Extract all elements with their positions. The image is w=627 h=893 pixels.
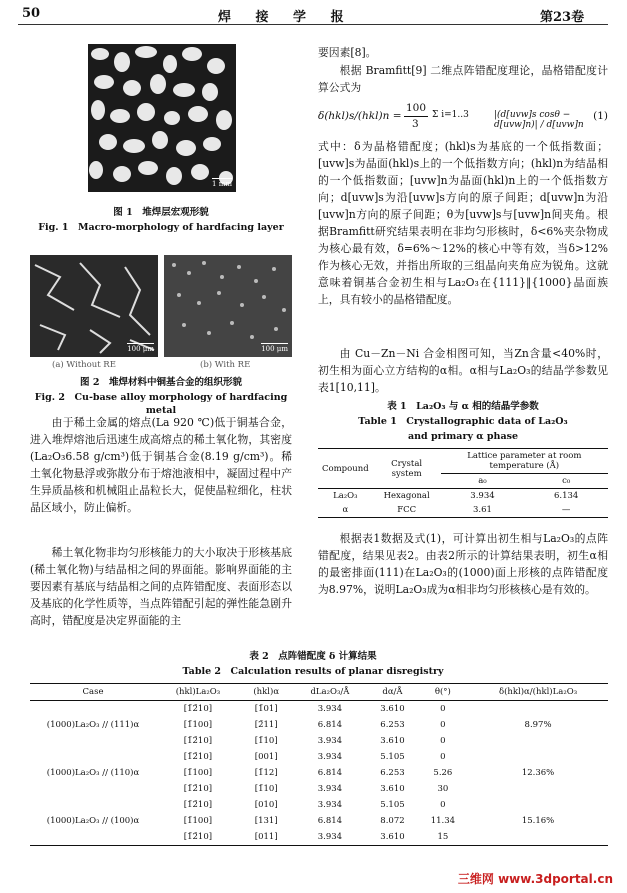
- table2-cell: 6.814: [317, 816, 343, 826]
- table2-title-cn: 表 2 点阵错配度 δ 计算结果: [249, 651, 377, 662]
- fig2a-texture: [30, 255, 158, 357]
- table2-cell: [1̄100]: [183, 816, 213, 826]
- table2-header: δ(hkl)α/(hkl)La₂O₃: [498, 687, 578, 697]
- formula-sum: Σ i=1..3: [432, 110, 469, 120]
- table2-cell: [011]: [254, 832, 278, 842]
- formula-frac-num: 100: [406, 102, 427, 114]
- table2-cell: [010]: [254, 800, 278, 810]
- formula-frac-line: [404, 116, 428, 117]
- table2-cell: [1̄2̄10]: [183, 800, 213, 810]
- equation-1: [318, 100, 608, 136]
- table2-delta: 8.97%: [524, 720, 552, 730]
- table2-cell: 3.610: [380, 704, 405, 714]
- table2-title-en: Table 2 Calculation results of planar disregistry: [182, 666, 444, 677]
- table2-cell: 3.934: [317, 704, 343, 714]
- table2-cell: 3.610: [380, 832, 405, 842]
- table1-cell: FCC: [397, 505, 417, 515]
- table2-cell: 0: [440, 704, 446, 714]
- fig2a-micrograph: [30, 255, 158, 357]
- table2-cell: 3.934: [317, 800, 343, 810]
- table-row: [30, 701, 608, 718]
- right-paragraph-2: 式中：δ为晶格错配度；(hkl)s为基底的一个低指数面；[uvw]s为晶面(hkl)s上的一个低指数方向；(hkl)n为结晶相的一个低指数面；[uvw]n为晶面(hkl)n上的一个低指数方向；d[uvw]s为沿[uvw]s方向的原子间距；d[uvw]n为沿[uvw]n方向的原子间距；θ为[uvw]s与[uvw]n间夹角。根据Bramfitt研究结果表明在非均匀形核时，δ<6%夹杂物成为核心最有效，δ=6%～12%的核心中等有效，当δ>12%作为核心无效，并指出所取的三组晶向夹角应为锐角。这就意味着铜基合金初生相与La₂O₃在{111}‖{1000}晶面族上，具有较小的晶格错配度。: [318, 140, 608, 306]
- table2-cell: 5.105: [380, 752, 405, 762]
- table1-cell: α: [342, 505, 349, 515]
- table2-cell: 0: [440, 736, 446, 746]
- table2-cell: [131]: [254, 816, 278, 826]
- table2-cell: 6.253: [380, 720, 405, 730]
- table2-cell: [1̄2̄10]: [183, 736, 213, 746]
- table2-cell: 3.934: [317, 784, 343, 794]
- table-row: [318, 489, 608, 504]
- table-row: [318, 503, 608, 518]
- table2-cell: 6.253: [380, 768, 405, 778]
- table2-cell: 3.610: [380, 736, 405, 746]
- fig2b-micrograph: [164, 255, 292, 357]
- table2-cell: [1̄2̄10]: [183, 752, 213, 762]
- table2-cell: [1̄01]: [254, 704, 278, 714]
- table2-delta: 15.16%: [521, 816, 555, 826]
- table1-header-a0: a₀: [441, 474, 525, 489]
- header-rule: [18, 24, 608, 25]
- table2-cell: 8.072: [380, 816, 405, 826]
- table1-header-c0: c₀: [524, 474, 608, 489]
- table2-cell: 3.934: [317, 832, 343, 842]
- volume-label: 第23卷: [540, 10, 585, 25]
- table1-cell: Hexagonal: [383, 491, 430, 501]
- table2-cell: 11.34: [430, 816, 456, 826]
- fig1-caption-cn: 图 1 堆焊层宏观形貌: [113, 207, 209, 218]
- table2-cell: 6.814: [317, 768, 343, 778]
- table2-cell: 5.26: [433, 768, 453, 778]
- table2-header: θ(°): [434, 687, 451, 697]
- table2-cell: 5.105: [380, 800, 405, 810]
- table2-cell: [001]: [254, 752, 278, 762]
- table1: [318, 448, 608, 518]
- watermark: 三维网 www.3dportal.cn: [457, 872, 613, 886]
- table2-cell: [1̄100]: [183, 720, 213, 730]
- fig2b-scale-bar: 100 μm: [261, 345, 288, 353]
- table1-title-cn: 表 1 La₂O₃ 与 α 相的结晶学参数: [387, 401, 539, 412]
- table2-cell: [1̄2̄10]: [183, 704, 213, 714]
- left-paragraph-1: 由于稀土金属的熔点(La 920 ℃)低于铜基合金，进入堆焊熔池后迅速生成高熔点的稀土氧化物，其密度(La₂O₃6.58 g/cm³)低于铜基合金(8.19 g/cm³)。稀土氧化物悬浮或弥散分布于熔池液相中，凝固过程中产生异质晶核和机械阻止晶粒长大，促使晶粒细化，柱状晶区域小，防止偏析。: [30, 416, 292, 514]
- table1-cell: 3.934: [470, 491, 495, 501]
- table2-case: (1000)La₂O₃ // (110)α: [46, 768, 140, 778]
- formula-number: (1): [593, 110, 608, 122]
- table-row: [30, 749, 608, 765]
- table2-cell: 0: [440, 800, 446, 810]
- table2-cell: 0: [440, 720, 446, 730]
- table2-delta: 12.36%: [521, 768, 555, 778]
- fig2b-label: (b) With RE: [200, 360, 251, 370]
- table2-case: (1000)La₂O₃ // (100)α: [46, 816, 140, 826]
- right-paragraph-0: 要因素[8]。: [318, 46, 377, 59]
- fig2-caption-en: Fig. 2 Cu-base alloy morphology of hardfacing metal: [34, 392, 288, 416]
- table1-cell: La₂O₃: [333, 491, 358, 501]
- formula-frac-den: 3: [412, 118, 419, 130]
- table2-header: (hkl)La₂O₃: [175, 687, 221, 697]
- table1-cell: 6.134: [553, 491, 579, 501]
- table1-cell: —: [561, 505, 571, 515]
- formula-lhs: δ(hkl)s/(hkl)n =: [318, 110, 402, 122]
- fig1-caption-en: Fig. 1 Macro-morphology of hardfacing layer: [38, 222, 284, 233]
- fig2a-scale-bar: 100 μm: [127, 345, 154, 353]
- fig2-caption-cn: 图 2 堆焊材料中铜基合金的组织形貌: [80, 377, 242, 388]
- table2-cell: [1̄2̄10]: [183, 832, 213, 842]
- page-number: 50: [22, 6, 41, 21]
- table2-cell: [1̄10]: [254, 736, 278, 746]
- fig2a-label: (a) Without RE: [52, 360, 116, 370]
- fig1-texture: [88, 44, 236, 192]
- table2-cell: 15: [437, 832, 449, 842]
- right-paragraph-1: 根据 Bramfitt[9] 二维点阵错配度理论，晶格错配度计算公式为: [318, 64, 608, 94]
- table2-cell: 3.934: [317, 736, 343, 746]
- table2-cell: [2̄11]: [254, 720, 278, 730]
- table2-header: (hkl)α: [253, 687, 280, 697]
- journal-title: 焊 接 学 报: [218, 10, 354, 25]
- table2-header: dLa₂O₃/Å: [310, 687, 350, 697]
- fig1-scale-bar: 1 mm: [212, 180, 232, 188]
- table2-cell: 3.610: [380, 784, 405, 794]
- table2-cell: [1̄100]: [183, 768, 213, 778]
- table1-cell: 3.61: [473, 505, 492, 515]
- table2-header: dα/Å: [382, 687, 403, 697]
- table-row: [30, 797, 608, 813]
- table1-title-en-1: Table 1 Crystallographic data of La₂O₃: [358, 416, 568, 427]
- table1-header-compound: Compound: [318, 449, 373, 489]
- table2-header: Case: [82, 687, 104, 697]
- table2-cell: 0: [440, 752, 446, 762]
- right-paragraph-4: 根据表1数据及式(1)，可计算出初生相与La₂O₃的点阵错配度，结果见表2。由表2所示的计算结果表明，初生α相的最密排面(111)在La₂O₃的(1000)面上形核的点阵错配度为8.97%，说明La₂O₃成为α相非均匀形核核心是有效的。: [318, 532, 608, 596]
- table2-cell: [1̄10]: [254, 784, 278, 794]
- table2-cell: 3.934: [317, 752, 343, 762]
- table1-header-lattice: Lattice parameter at room temperature (Å): [441, 449, 608, 474]
- left-paragraph-2: 稀土氧化物非均匀形核能力的大小取决于形核基底(稀土氧化物)与结晶相之间的界面能。影响界面能的主要因素有基底与结晶相之间的点阵错配度、表面形态以及基底的化学性质等，当点阵错配引起的弹性能急剧升高时，错配度是决定界面能的主: [30, 546, 292, 627]
- formula-body: |(d[uvw]s cosθ − d[uvw]n)| / d[uvw]n: [494, 110, 584, 130]
- table2-cell: 6.814: [317, 720, 343, 730]
- right-paragraph-3: 由 Cu－Zn－Ni 合金相图可知，当Zn含量<40%时，初生相为面心立方结构的α相。α相与La₂O₃的结晶学参数见表1[10,11]。: [318, 347, 608, 394]
- table2-cell: [1̄12]: [254, 768, 278, 778]
- table2: [30, 683, 608, 846]
- table2-case: (1000)La₂O₃ // (111)α: [46, 720, 140, 730]
- fig2b-texture: [164, 255, 292, 357]
- table2-cell: [1̄2̄10]: [183, 784, 213, 794]
- table2-cell: 30: [437, 784, 449, 794]
- table1-header-crystal: Crystal system: [373, 449, 441, 489]
- fig1-macro-image: [88, 44, 236, 192]
- table1-title-en-2: and primary α phase: [407, 431, 519, 442]
